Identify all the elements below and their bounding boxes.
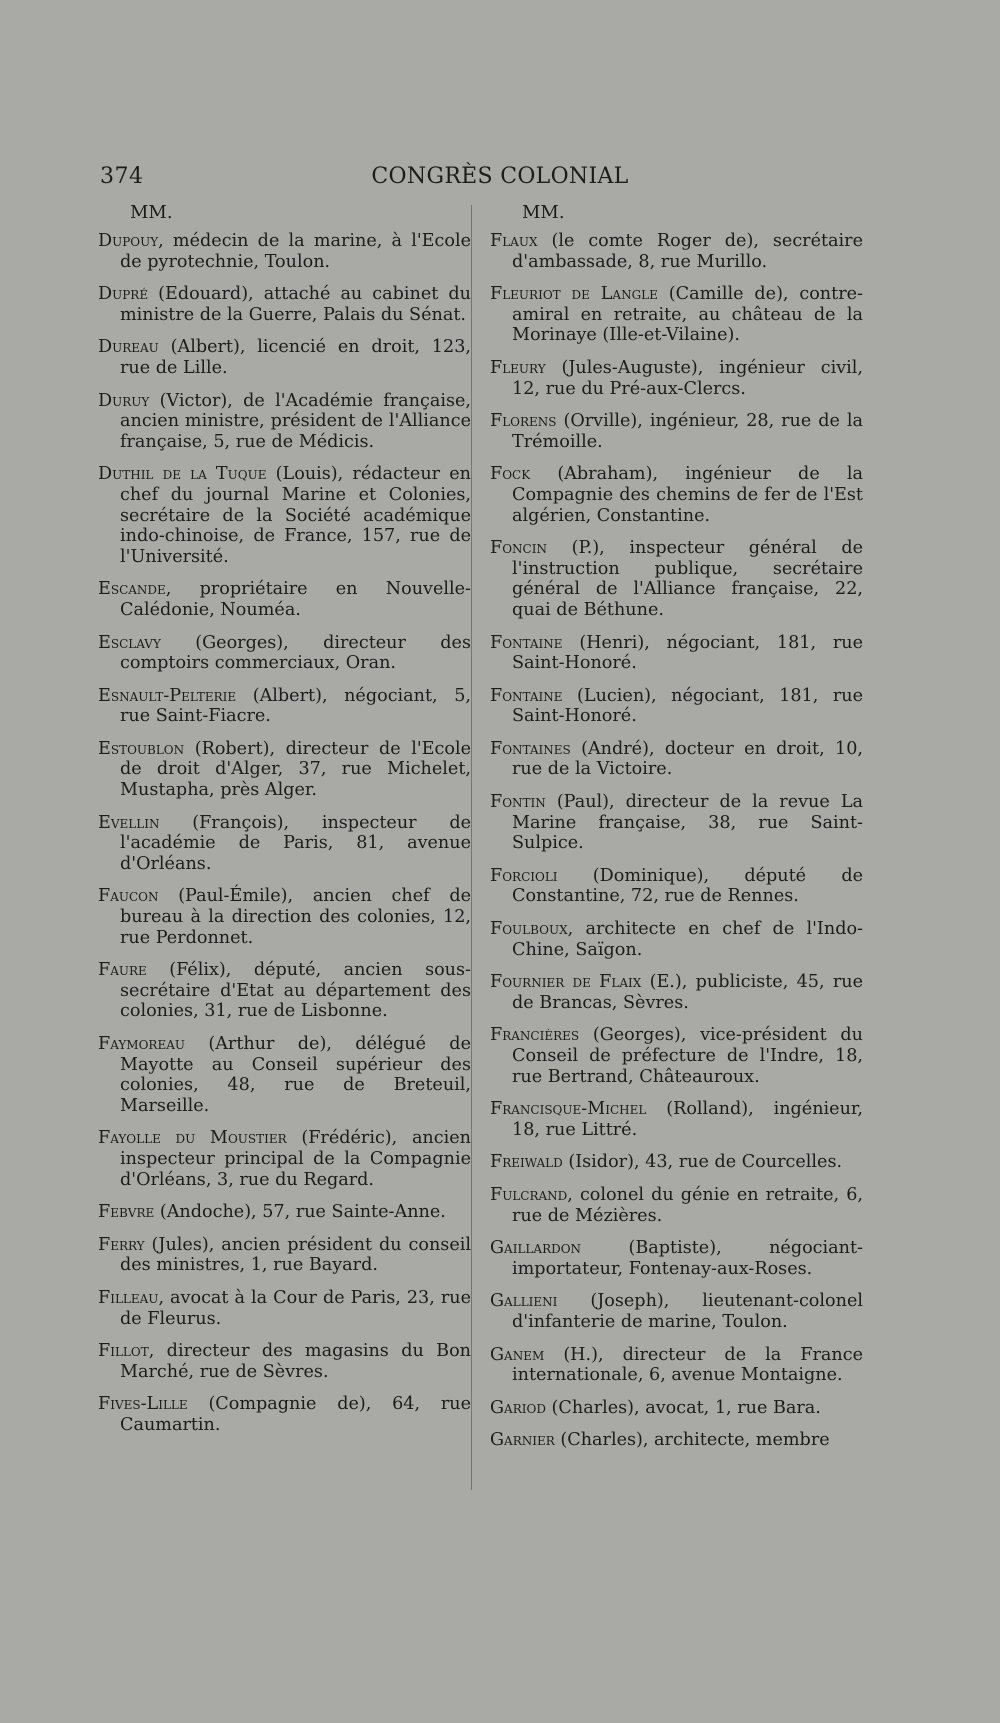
list-item <box>490 1025 863 1087</box>
entry-text: (Frédéric), ancien inspecteur principal de la Compagnie d'Orléans, 3, rue du Regard. <box>120 1128 471 1190</box>
list-item <box>98 686 471 727</box>
entry-name: Fock <box>490 464 531 485</box>
entry-name: Faucon <box>98 886 159 907</box>
entry-text: (Dominique), député de Constantine, 72, rue de Rennes. <box>512 865 863 907</box>
list-item <box>490 284 863 346</box>
left-column <box>98 202 471 1448</box>
entry-text: (Georges), vice-président du Conseil de préfecture de l'Indre, 18, rue Bertrand, Châteauroux. <box>512 1025 863 1087</box>
entry-name: Dupré <box>98 284 149 305</box>
entry-text: (Rolland), ingénieur, 18, rue Littré. <box>512 1099 863 1140</box>
entry-text: , médecin de la marine, à l'Ecole de pyrotechnie, Toulon. <box>120 231 471 272</box>
list-item <box>490 866 863 907</box>
entry-text: (François), inspecteur de l'académie de Paris, 81, avenue d'Orléans. <box>120 812 471 874</box>
list-item <box>98 1341 471 1382</box>
entry-text: (Abraham), ingénieur de la Compagnie des chemins de fer de l'Est algérien, Constantine. <box>512 464 863 526</box>
entry-text: (Victor), de l'Académie française, ancien ministre, président de l'Alliance française, 5, rue de Médicis. <box>120 390 471 452</box>
entry-text: (Andoche), 57, rue Sainte-Anne. <box>154 1202 446 1223</box>
entry-name: Fillot <box>98 1341 149 1362</box>
list-item <box>490 739 863 780</box>
column-divider <box>471 205 472 1490</box>
entry-name: Ferry <box>98 1234 145 1255</box>
entry-text: (Camille de), contre-amiral en retraite, au château de la Morinaye (Ille-et-Vilaine). <box>512 284 863 346</box>
entry-name: Fayolle du Moustier <box>98 1128 287 1149</box>
list-item <box>490 1238 863 1279</box>
entry-name: Fives-Lille <box>98 1394 188 1415</box>
entry-text: (Félix), député, ancien sous-secrétaire d'Etat au département des colonies, 31, rue de Lisbonne. <box>120 960 471 1022</box>
entry-name: Fournier de Flaix <box>490 972 642 993</box>
entry-name: Gaillardon <box>490 1238 582 1259</box>
entry-name: Evellin <box>98 812 160 833</box>
column-heading: MM. <box>522 202 565 223</box>
list-item <box>490 972 863 1013</box>
page-number: 374 <box>100 164 144 189</box>
list-item <box>490 464 863 526</box>
entry-name: Foncin <box>490 538 547 559</box>
entry-name: Francisque-Michel <box>490 1099 647 1120</box>
entry-text: (Georges), directeur des comptoirs commerciaux, Oran. <box>120 632 471 674</box>
list-item <box>98 464 471 567</box>
entry-text: (Jules-Auguste), ingénieur civil, 12, rue du Pré-aux-Clercs. <box>512 357 863 399</box>
entry-name: Fontaines <box>490 738 571 759</box>
entry-name: Duthil de la Tuque <box>98 464 267 485</box>
entry-name: Dureau <box>98 337 159 358</box>
list-item <box>490 358 863 399</box>
list-item <box>490 1099 863 1140</box>
list-item <box>98 633 471 674</box>
running-title: CONGRÈS COLONIAL <box>371 164 629 189</box>
entry-name: Escande <box>98 579 166 600</box>
entry-list <box>98 231 471 1436</box>
entry-text: (Lucien), négociant, 181, rue Saint-Honoré. <box>512 685 863 727</box>
entry-text: (Charles), avocat, 1, rue Bara. <box>545 1397 821 1418</box>
list-item <box>490 1185 863 1226</box>
entry-text: (Charles), architecte, membre <box>554 1430 830 1451</box>
entry-name: Febvre <box>98 1202 155 1223</box>
list-item <box>98 337 471 378</box>
list-item <box>490 1291 863 1332</box>
entry-name: Faymoreau <box>98 1034 186 1054</box>
entry-text: (Edouard), attaché au cabinet du ministre de la Guerre, Palais du Sénat. <box>120 284 471 325</box>
list-item <box>98 231 471 272</box>
entry-text: (Louis), rédacteur en chef du journal Marine et Colonies, secrétaire de la Société académique indo-chinoise, de France, 157, rue de l'Université. <box>120 464 471 567</box>
list-item <box>98 886 471 948</box>
list-item <box>98 1034 471 1116</box>
list-item <box>490 919 863 960</box>
entry-text: (E.), publiciste, 45, rue de Brancas, Sèvres. <box>512 972 863 1013</box>
entry-text: (Albert), licencié en droit, 123, rue de Lille. <box>120 337 471 378</box>
list-item <box>490 686 863 727</box>
entry-text: , architecte en chef de l'Indo-Chine, Saïgon. <box>512 919 863 960</box>
entry-text: (Paul), directeur de la revue La Marine française, 38, rue Saint-Sulpice. <box>512 792 863 854</box>
entry-list <box>490 231 863 1451</box>
entry-name: Fleury <box>490 357 546 378</box>
list-item <box>98 391 471 453</box>
entry-name: Florens <box>490 411 557 432</box>
list-item <box>98 1288 471 1329</box>
entry-text: (Jules), ancien président du conseil des ministres, 1, rue Bayard. <box>120 1234 471 1276</box>
list-item <box>98 739 471 801</box>
entry-text: (H.), directeur de la France internationale, 6, avenue Montaigne. <box>512 1344 863 1386</box>
entry-name: Ganem <box>490 1344 545 1365</box>
list-item <box>490 1398 863 1419</box>
entry-name: Fontin <box>490 792 546 813</box>
entry-name: Flaux <box>490 231 538 251</box>
list-item <box>490 1430 863 1451</box>
entry-text: (Joseph), lieutenant-colonel d'infanterie de marine, Toulon. <box>512 1291 863 1332</box>
entry-text: , directeur des magasins du Bon Marché, rue de Sèvres. <box>120 1341 471 1382</box>
entry-name: Gariod <box>490 1397 546 1418</box>
entry-name: Filleau <box>98 1287 159 1308</box>
list-item <box>490 411 863 452</box>
list-item <box>490 1152 863 1173</box>
entry-name: Fleuriot de Langle <box>490 284 658 305</box>
list-item <box>98 1394 471 1435</box>
entry-text: (Henri), négociant, 181, rue Saint-Honoré. <box>512 632 863 674</box>
entry-name: Freiwald <box>490 1152 563 1173</box>
entry-text: (Arthur de), délégué de Mayotte au Conseil supérieur des colonies, 48, rue de Breteuil, Marseille. <box>120 1034 471 1116</box>
entry-text: , propriétaire en Nouvelle-Calédonie, Nouméa. <box>120 579 471 620</box>
entry-text: (Albert), négociant, 5, rue Saint-Fiacre. <box>120 685 471 727</box>
entry-name: Foulboux <box>490 919 568 940</box>
list-item <box>98 960 471 1022</box>
right-column <box>490 202 863 1463</box>
list-item <box>490 1345 863 1386</box>
list-item <box>98 1235 471 1276</box>
entry-text: , avocat à la Cour de Paris, 23, rue de Fleurus. <box>120 1287 471 1329</box>
list-item <box>490 633 863 674</box>
list-item <box>98 1202 471 1223</box>
entry-text: (Paul-Émile), ancien chef de bureau à la direction des colonies, 12, rue Perdonnet. <box>120 886 471 948</box>
list-item <box>98 284 471 325</box>
entry-text: (P.), inspecteur général de l'instruction publique, secrétaire général de l'Alliance française, 22, quai de Béthune. <box>512 538 863 620</box>
entry-text: (André), docteur en droit, 10, rue de la Victoire. <box>512 738 863 780</box>
entry-name: Gallieni <box>490 1291 558 1312</box>
list-item <box>98 1128 471 1190</box>
entry-text: (Orville), ingénieur, 28, rue de la Trémoille. <box>512 411 863 452</box>
entry-name: Fontaine <box>490 685 563 706</box>
list-item <box>490 538 863 620</box>
entry-name: Forcioli <box>490 865 558 886</box>
list-item <box>490 231 863 272</box>
list-item <box>490 792 863 854</box>
entry-name: Fulcrand <box>490 1184 568 1205</box>
entry-name: Garnier <box>490 1430 555 1451</box>
column-heading: MM. <box>130 202 173 223</box>
entry-name: Fontaine <box>490 632 563 653</box>
entry-text: (Compagnie de), 64, rue Caumartin. <box>120 1394 471 1435</box>
entry-name: Faure <box>98 960 147 981</box>
entry-name: Esclavy <box>98 632 161 653</box>
entry-text: , colonel du génie en retraite, 6, rue de Mézières. <box>512 1184 863 1226</box>
entry-name: Francières <box>490 1025 580 1046</box>
entry-text: (Robert), directeur de l'Ecole de droit d'Alger, 37, rue Michelet, Mustapha, près Alger. <box>120 738 471 801</box>
entry-name: Esnault-Pelterie <box>98 685 237 706</box>
list-item <box>98 813 471 875</box>
entry-text: (Baptiste), négociant-importateur, Fontenay-aux-Roses. <box>512 1238 863 1279</box>
entry-name: Estoublon <box>98 738 185 759</box>
entry-text: (le comte Roger de), secrétaire d'ambassade, 8, rue Murillo. <box>512 231 863 272</box>
entry-text: (Isidor), 43, rue de Courcelles. <box>562 1152 843 1173</box>
list-item <box>98 579 471 620</box>
entry-name: Dupouy <box>98 231 159 251</box>
entry-name: Duruy <box>98 390 150 411</box>
